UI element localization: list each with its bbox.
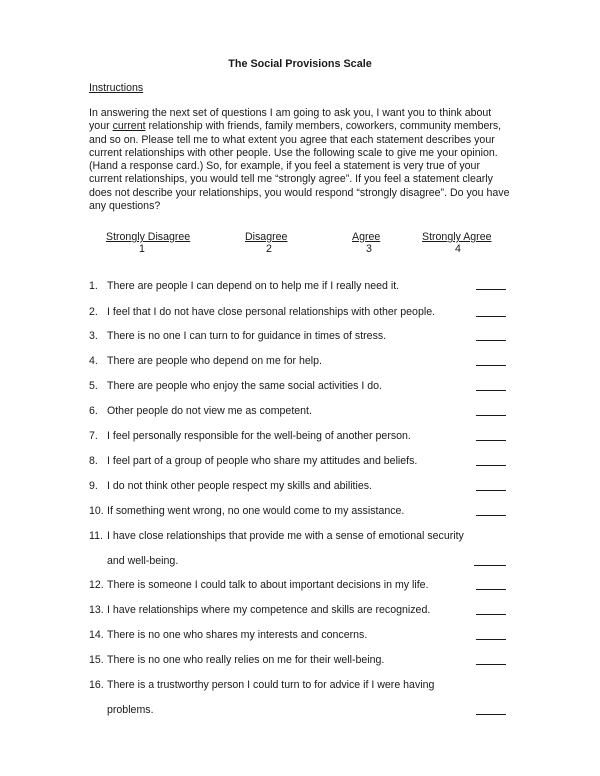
item-number: 7.: [89, 430, 98, 442]
response-blank[interactable]: [476, 365, 506, 366]
scale-value-4: 4: [455, 243, 461, 255]
item-number: 1.: [89, 280, 98, 292]
item-text-continued: problems.: [107, 704, 154, 716]
response-blank[interactable]: [476, 390, 506, 391]
item-text: I have close relationships that provide me with a sense of emotional security: [107, 530, 464, 542]
response-blank[interactable]: [476, 440, 506, 441]
item-text: If something went wrong, no one would come to my assistance.: [107, 505, 405, 517]
response-blank[interactable]: [476, 465, 506, 466]
item-number: 5.: [89, 380, 98, 392]
item-text: There is no one I can turn to for guidance in times of stress.: [107, 330, 387, 342]
item-text: I do not think other people respect my skills and abilities.: [107, 480, 372, 492]
item-number: 4.: [89, 355, 98, 367]
item-number: 14.: [89, 629, 104, 641]
item-text: There are people I can depend on to help me if I really need it.: [107, 280, 400, 292]
response-blank[interactable]: [476, 589, 506, 590]
item-number: 8.: [89, 455, 98, 467]
scale-label-strongly-disagree: Strongly Disagree: [106, 231, 191, 243]
instructions-rest: relationship with friends, family members, coworkers, community members, and so on. Please tell me to what extent you agree that each statement describes your current relationships with other people. Use the following scale to give me your opinion. (Hand a response card.) So, for example, if you feel a statement is very true of your current relationships, you would tell me “strongly agree”. If you feel a statement clearly does not describe your relationships, you would respond “strongly disagree”. Do you have any questions?: [89, 120, 510, 213]
item-number: 2.: [89, 306, 98, 318]
scale-label-agree: Agree: [352, 231, 381, 243]
response-blank[interactable]: [476, 316, 506, 317]
instructions-lead: In answering the next set of questions I am going to ask you, I want you to think about your: [89, 107, 492, 133]
response-blank[interactable]: [476, 490, 506, 491]
scale-value-1: 1: [139, 243, 145, 255]
item-number: 3.: [89, 330, 98, 342]
response-blank[interactable]: [476, 714, 506, 715]
page-title: The Social Provisions Scale: [228, 58, 372, 70]
item-text: There is someone I could talk to about important decisions in my life.: [107, 579, 429, 591]
item-number: 11.: [89, 530, 103, 542]
response-blank[interactable]: [476, 340, 506, 341]
item-number: 6.: [89, 405, 98, 417]
item-text: There is no one who really relies on me for their well-being.: [107, 654, 385, 666]
item-text: There are people who depend on me for help.: [107, 355, 322, 367]
instructions-paragraph: [89, 107, 513, 213]
item-text: I feel that I do not have close personal relationships with other people.: [107, 306, 436, 318]
item-text: I have relationships where my competence and skills are recognized.: [107, 604, 431, 616]
item-text: I feel personally responsible for the well-being of another person.: [107, 430, 411, 442]
item-number: 16.: [89, 679, 104, 691]
instructions-emphasis: current: [112, 120, 146, 133]
item-number: 10.: [89, 505, 104, 517]
response-blank[interactable]: [476, 639, 506, 640]
scale-value-3: 3: [366, 243, 372, 255]
response-blank[interactable]: [476, 289, 506, 290]
response-blank[interactable]: [476, 415, 506, 416]
item-text: I feel part of a group of people who share my attitudes and beliefs.: [107, 455, 418, 467]
response-blank[interactable]: [476, 664, 506, 665]
response-blank[interactable]: [476, 515, 506, 516]
item-text: There is no one who shares my interests and concerns.: [107, 629, 368, 641]
scale-label-disagree: Disagree: [245, 231, 288, 243]
item-number: 9.: [89, 480, 98, 492]
instructions-heading: Instructions: [89, 82, 144, 94]
scale-label-strongly-agree: Strongly Agree: [422, 231, 492, 243]
response-blank[interactable]: [474, 565, 506, 566]
item-number: 12.: [89, 579, 104, 591]
item-number: 13.: [89, 604, 104, 616]
item-text: Other people do not view me as competent.: [107, 405, 312, 417]
item-number: 15.: [89, 654, 104, 666]
item-text: There are people who enjoy the same social activities I do.: [107, 380, 382, 392]
scale-value-2: 2: [266, 243, 272, 255]
item-text-continued: and well-being.: [107, 555, 179, 567]
response-blank[interactable]: [476, 614, 506, 615]
item-text: There is a trustworthy person I could turn to for advice if I were having: [107, 679, 435, 691]
